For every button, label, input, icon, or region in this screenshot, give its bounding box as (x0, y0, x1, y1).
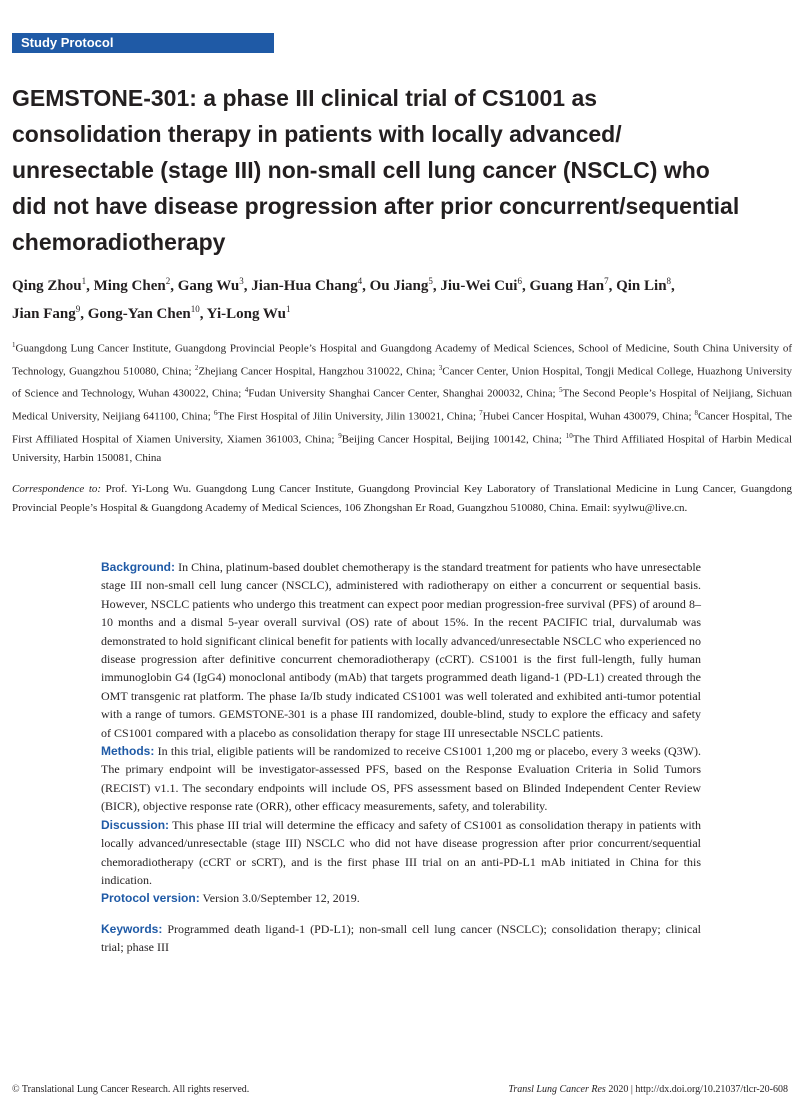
doi-text: 2020 | http://dx.doi.org/10.21037/tlcr-20-608 (605, 1084, 788, 1095)
protocol-text: Version 3.0/September 12, 2019. (199, 891, 360, 906)
author-affil-sup: 1 (286, 304, 291, 314)
author-name: Qin Lin (616, 278, 667, 294)
affiliation-sup: 7 (479, 408, 483, 417)
keywords (101, 920, 701, 957)
affiliation-sup: 8 (694, 408, 699, 417)
abstract-methods (101, 742, 701, 816)
affiliation-text: The Second People’s Hospital of Neijiang, Sichuan Medical University, Neijiang 641100, China; (12, 387, 792, 423)
affiliation-sup: 2 (194, 363, 199, 372)
author-affil-sup: 5 (428, 276, 433, 286)
discussion-label: Discussion: (101, 817, 170, 832)
keywords-text: Programmed death ligand-1 (PD-L1); non-small cell lung cancer (NSCLC); consolidation therapy; clinical trial; phase III (101, 921, 701, 955)
author-name: Ou Jiang (369, 278, 429, 294)
author-affil-sup: 10 (190, 304, 200, 314)
methods-text: In this trial, eligible patients will be randomized to receive CS1001 1,200 mg or placebo, every 3 weeks (Q3W). The primary endpoint will be investigator-assessed PFS, based on the Response Evaluation Criteria in Solid Tumors (RECIST) v1.1. The secondary endpoints will include OS, PFS assessment based on Blinded Independent Center Review (BICR), objective response rate (ORR), other efficacy measurements, safety, and tolerability. (101, 744, 701, 814)
author-name: Jian Fang (12, 306, 76, 322)
title-line: chemoradiotherapy (12, 229, 226, 255)
author-name: Gong-Yan Chen (87, 306, 191, 322)
journal-abbrev: Transl Lung Cancer Res (508, 1084, 606, 1095)
author-affil-sup: 3 (239, 276, 244, 286)
discussion-text: This phase III trial will determine the efficacy and safety of CS1001 as consolidation therapy in patients with locally advanced/unresectable (stage III) NSCLC who did not have disease progression after prior concurrent/sequential chemoradiotherapy (cCRT or sCRT), and is the first phase III trial on an anti-PD-L1 mAb initiated in China for this indication. (101, 817, 701, 887)
title-line: consolidation therapy in patients with locally advanced/ (12, 121, 622, 147)
author-name: Guang Han (529, 278, 605, 294)
affiliations (12, 336, 792, 468)
affiliation-text: The Third Affiliated Hospital of Harbin Medical University, Harbin 150081, China (12, 433, 793, 465)
affiliation-sup: 1 (12, 341, 16, 349)
correspondence (12, 480, 792, 518)
keywords-label: Keywords: (101, 921, 163, 936)
affiliation-text: Guangdong Lung Cancer Institute, Guangdong Provincial People’s Hospital and Guangdong Academy of Medical Sciences, School of Medicine, South China University of Technology, Guangzhou 510080, China; (12, 342, 792, 378)
affiliation-text: Zhejiang Cancer Hospital, Hangzhou 310022, China; (198, 365, 439, 378)
abstract-background (101, 558, 701, 742)
author-name: Ming Chen (93, 278, 166, 294)
affiliation-sup: 3 (438, 363, 443, 372)
affiliation-sup: 5 (558, 386, 563, 395)
author-affil-sup: 6 (517, 276, 522, 286)
affiliation-sup: 9 (338, 431, 342, 440)
background-text: In China, platinum-based doublet chemotherapy is the standard treatment for patients who have unresectable stage III non-small cell lung cancer (NSCLC), administered with radiotherapy on either a concurrent or sequential basis. However, NSCLC patients who undergo this treatment can expect poor median progression-free survival (PFS) of around 8–10 months and a dismal 5-year overall survival (OS) rate of about 15%. In the recent PACIFIC trial, durvalumab was demonstrated to hold significant clinical benefit for patients with locally advanced/unresectable NSCLC who experienced no disease progression after definitive concurrent chemoradiotherapy (cCRT). CS1001 is the first full-length, fully human immunoglobin G4 (IgG4) monoclonal antibody (mAb) that targets programmed death ligand-1 (PD-L1) created through the OMT transgenic rat platform. The phase Ia/Ib study indicated CS1001 was well tolerated and exhibited anti-tumor potential with a range of tumors. GEMSTONE-301 is a phase III randomized, double-blind, study to explore the efficacy and safety of CS1001 compared with a placebo as consolidation therapy for stage III unresectable NSCLC patients. (101, 560, 701, 740)
author-name: Gang Wu (177, 278, 240, 294)
affiliation-text: Cancer Hospital, The First Affiliated Hospital of Xiamen University, Xiamen 361003, China; (12, 410, 793, 446)
protocol-label: Protocol version: (101, 891, 200, 906)
affiliation-sup: 10 (565, 431, 573, 440)
citation (508, 1083, 788, 1097)
title-line: unresectable (stage III) non-small cell lung cancer (NSCLC) who (12, 157, 710, 183)
affiliation-text: Beijing Cancer Hospital, Beijing 100142, China; (341, 433, 566, 446)
author-affil-sup: 9 (75, 304, 81, 314)
author-line: Jian Fang$^9$, Gong-Yan Chen$^{10}$, Yi-Long Wu$^1$ (12, 304, 291, 322)
affiliation-line (12, 336, 792, 468)
author-affil-sup: 7 (604, 276, 609, 286)
affiliation-text: Cancer Center, Union Hospital, Tongji Medical College, Huazhong University of Science and Technology, Wuhan 430022, China; (12, 365, 792, 400)
article-type-banner: Study Protocol (12, 33, 274, 53)
author-affil-sup: 2 (165, 276, 171, 286)
author-name: Yi-Long Wu (206, 306, 287, 322)
affiliation-text: The First Hospital of Jilin University, Jilin 130021, China; (217, 410, 480, 423)
affiliation-text: Fudan University Shanghai Cancer Center, Shanghai 200032, China; (248, 387, 559, 400)
author-line: Qing Zhou$^1$, Ming Chen$^2$, Gang Wu$^3$, Jian-Hua Chang$^4$, Ou Jiang$^5$, Jiu-Wei Cui$^6$, Guang Han$^7$, Qin Lin$^8$, (12, 276, 675, 294)
author-name: Jian-Hua Chang (251, 278, 358, 294)
title-line: GEMSTONE-301: a phase III clinical trial of CS1001 as (12, 85, 598, 111)
abstract (101, 558, 701, 957)
author-affil-sup: 1 (81, 276, 87, 286)
author-name: Qing Zhou (12, 278, 82, 294)
author-affil-sup: 8 (666, 276, 672, 286)
correspondence-label: Correspondence to: (12, 483, 102, 495)
author-affil-sup: 4 (357, 276, 363, 286)
affiliation-sup: 6 (213, 408, 218, 417)
title-line: did not have disease progression after prior concurrent/sequential (12, 193, 740, 219)
affiliation-sup: 4 (244, 386, 249, 395)
author-name: Jiu-Wei Cui (440, 278, 518, 294)
correspondence-text: Prof. Yi-Long Wu. Guangdong Lung Cancer Institute, Guangdong Provincial Key Laboratory of Translational Medicine in Lung Cancer, Guangdong Provincial People’s Hospital & Guangdong Academy of Medical Sciences, 106 Zhongshan Er Road, Guangzhou 510080, China. Email: syylwu@live.cn. (12, 483, 792, 514)
article-title (12, 80, 792, 260)
abstract-protocol-version (101, 889, 701, 907)
abstract-discussion (101, 816, 701, 890)
copyright-text: © Translational Lung Cancer Research. All rights reserved. (12, 1084, 250, 1095)
affiliation-text: Hubei Cancer Hospital, Wuhan 430079, China; (482, 410, 695, 423)
background-label: Background: (101, 560, 176, 574)
methods-label: Methods: (101, 744, 155, 759)
author-list (12, 270, 792, 326)
